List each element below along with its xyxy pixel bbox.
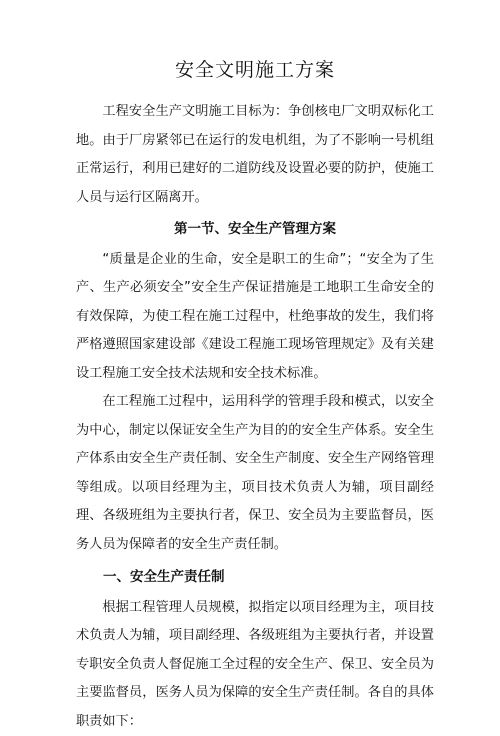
section-paragraph-1: “质量是企业的生命，安全是职工的生命”；“安全为了生产、生产必须安全”安全生产保证措施是工地职工生命安全的有效保障，为使工程在施工过程中，杜绝事故的发生，我们将严格遵照国家建设部《建设工程施工现场管理规定》及有关建设工程施工安全技术法规和安全技术标准。 xyxy=(76,246,434,389)
intro-paragraph: 工程安全生产文明施工目标为：争创核电厂文明双标化工地。由于厂房紧邻已在运行的发电机组，为了不影响一号机组正常运行，利用已建好的二道防线及设置必要的防护，使施工人员与运行区隔离开。 xyxy=(76,98,434,212)
section-paragraph-2: 在工程施工过程中，运用科学的管理手段和模式，以安全为中心，制定以保证安全生产为目的的安全生产体系。安全生产体系由安全生产责任制、安全生产制度、安全生产网络管理等组成。以项目经理为主，项目技术负责人为辅，项目副经理、各级班组为主要执行者，保卫、安全员为主要监督员，医务人员为保障者的安全生产责任制。 xyxy=(76,388,434,559)
section-heading: 第一节、安全生产管理方案 xyxy=(76,215,434,244)
subsection-paragraph: 根据工程管理人员规模，拟指定以项目经理为主，项目技术负责人为辅，项目副经理、各级班组为主要执行者，并设置专职安全负责人督促施工全过程的安全生产、保卫、安全员为主要监督员，医务人员为保障的安全生产责任制。各自的具体职责如下： xyxy=(76,594,434,736)
subsection-heading: 一、安全生产责任制 xyxy=(76,563,434,592)
document-title: 安全文明施工方案 xyxy=(76,56,434,84)
